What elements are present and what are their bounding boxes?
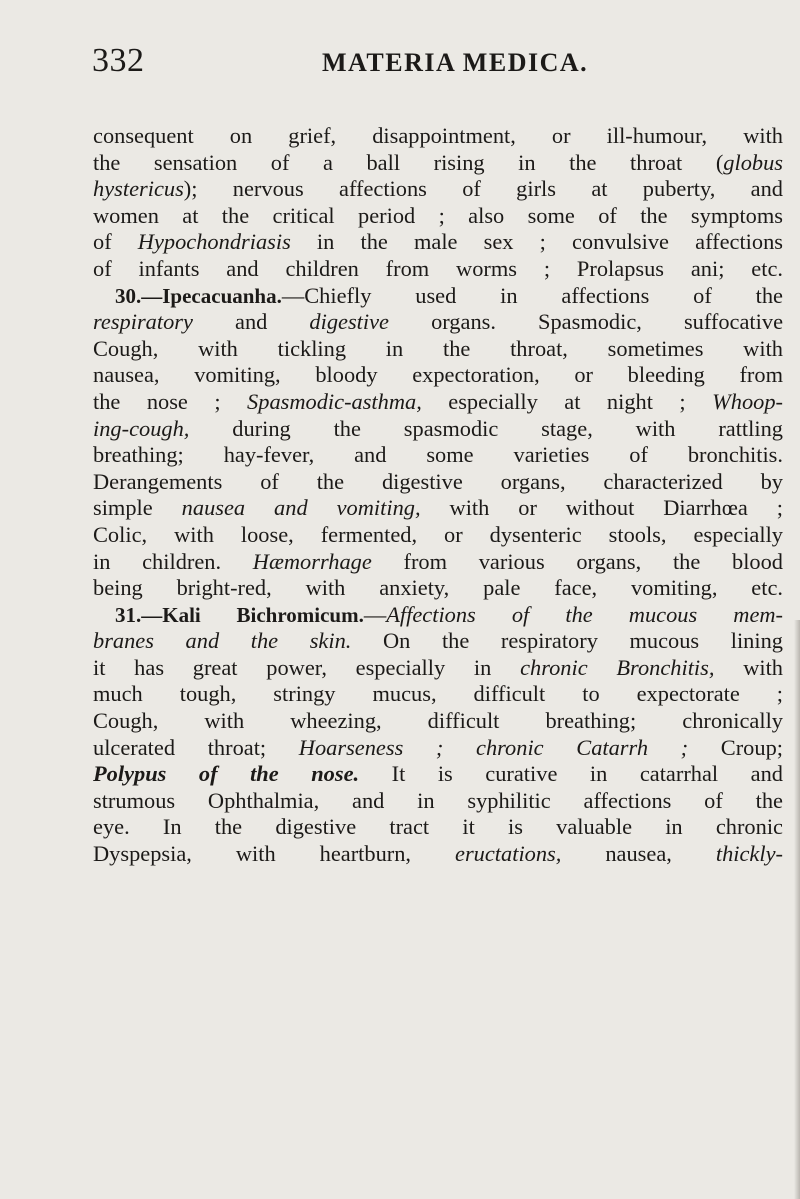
text-run: simple [93, 495, 182, 521]
text-run: Croup; [688, 734, 783, 760]
emphasis-text: Hypochondriasis [137, 229, 291, 255]
text-line [93, 628, 783, 655]
text-line [93, 309, 783, 336]
text-run: of [93, 229, 138, 255]
text-line [93, 708, 783, 735]
text-line [93, 336, 783, 363]
text-run: in children. [93, 548, 253, 574]
emphasis-text: Affections of the mucous mem- [386, 601, 784, 627]
text-line [93, 788, 783, 815]
text-run: Dyspepsia, with heartburn, [93, 841, 456, 867]
text-run: It is curative in catarrhal and [359, 761, 783, 787]
text-line [93, 256, 783, 283]
text-line [93, 495, 783, 522]
text-line [93, 123, 783, 150]
text-run: women at the critical period ; also some of the symptoms [93, 202, 783, 228]
text-run: consequent on grief, disappointment, or ill-humour, with [93, 123, 783, 148]
text-line [93, 150, 783, 177]
text-run: the nose ; [93, 388, 248, 414]
emphasis-text: Spasmodic-asthma, [247, 388, 422, 414]
text-run: ); nervous affections of girls at puberty, and [183, 176, 783, 202]
text-run: On the respiratory mucous lining [351, 628, 783, 654]
text-line [93, 176, 783, 203]
text-line [93, 442, 783, 469]
text-line [93, 416, 783, 443]
text-run: of infants and children from worms ; Prolapsus ani; etc. [93, 255, 783, 281]
text-run: and [192, 309, 310, 335]
text-run: being bright-red, with anxiety, pale face, vomiting, etc. [93, 575, 783, 601]
text-run: strumous Ophthalmia, and in syphilitic affections of the [93, 787, 783, 813]
text-run: — [363, 601, 387, 627]
emphasis-text: chronic Bronchitis, [520, 654, 715, 680]
emphasis-text: thickly- [715, 841, 783, 867]
text-line [93, 841, 783, 868]
emphasis-text: Hæmorrhage [252, 548, 372, 574]
text-run: with [714, 654, 784, 680]
text-run: in the male sex ; convulsive affections [290, 229, 783, 255]
text-line [93, 549, 783, 576]
text-run: organs. Spasmodic, suffocative [389, 309, 784, 335]
emphasis-text: eructations, [455, 841, 562, 867]
text-run: Cough, with wheezing, difficult breathing; chronically [93, 708, 783, 734]
page-number: 332 [92, 42, 145, 79]
text-line [93, 362, 783, 389]
text-line [93, 761, 783, 788]
emphasis-text: Hoarseness ; chronic Catarrh ; [298, 734, 689, 760]
text-line [93, 814, 783, 841]
emphasis-text: ing-cough, [93, 415, 190, 441]
text-run: eye. In the digestive tract it is valuable in chronic [93, 814, 783, 840]
emphasis-text: digestive [309, 309, 389, 335]
text-run: from various organs, the blood [371, 548, 783, 574]
remedy-heading: 31.—Kali Bichromicum. [115, 602, 364, 627]
text-run: the sensation of a ball rising in the throat ( [93, 149, 724, 175]
text-run: —Chiefly used in affections of the [281, 282, 783, 308]
text-run: it has great power, especially in [93, 654, 521, 680]
body-text [93, 123, 783, 868]
text-run: nausea, [561, 841, 716, 867]
emphasis-text: Whoop- [712, 388, 783, 414]
text-line [93, 522, 783, 549]
text-line [93, 681, 783, 708]
text-run: Cough, with tickling in the throat, sometimes with [93, 335, 783, 361]
running-head: MATERIA MEDICA. [322, 48, 589, 77]
emphasis-text: hystericus [93, 176, 184, 202]
text-run: breathing; hay-fever, and some varieties of bronchitis. [93, 442, 783, 468]
text-run: nausea, vomiting, bloody expectoration, or bleeding from [93, 362, 783, 388]
remedy-heading: 30.—Ipecacuanha. [115, 283, 282, 308]
emphasis-text: branes and the skin. [93, 628, 352, 654]
emphasis-text: respiratory [93, 309, 193, 335]
text-line [93, 575, 783, 602]
emphasis-text: globus [723, 149, 783, 175]
emphasis-text: nausea and vomiting, [181, 495, 421, 521]
text-run: during the spasmodic stage, with rattling [189, 415, 783, 441]
text-line [93, 469, 783, 496]
text-line [93, 602, 783, 629]
text-line [93, 389, 783, 416]
emphasis-text: Polypus of the nose. [93, 761, 360, 787]
text-line [93, 283, 783, 310]
page-header [92, 42, 792, 92]
text-run: especially at night ; [421, 388, 713, 414]
page-edge-shadow [794, 620, 800, 1199]
text-line [93, 229, 783, 256]
text-run: Colic, with loose, fermented, or dysenteric stools, especially [93, 521, 783, 547]
text-run: ulcerated throat; [93, 734, 299, 760]
text-run: Derangements of the digestive organs, characterized by [93, 468, 783, 494]
text-line [93, 203, 783, 230]
text-line [93, 655, 783, 682]
text-run: with or without Diarrhœa ; [420, 495, 783, 521]
text-line [93, 735, 783, 762]
text-run: much tough, stringy mucus, difficult to expectorate ; [93, 681, 783, 707]
